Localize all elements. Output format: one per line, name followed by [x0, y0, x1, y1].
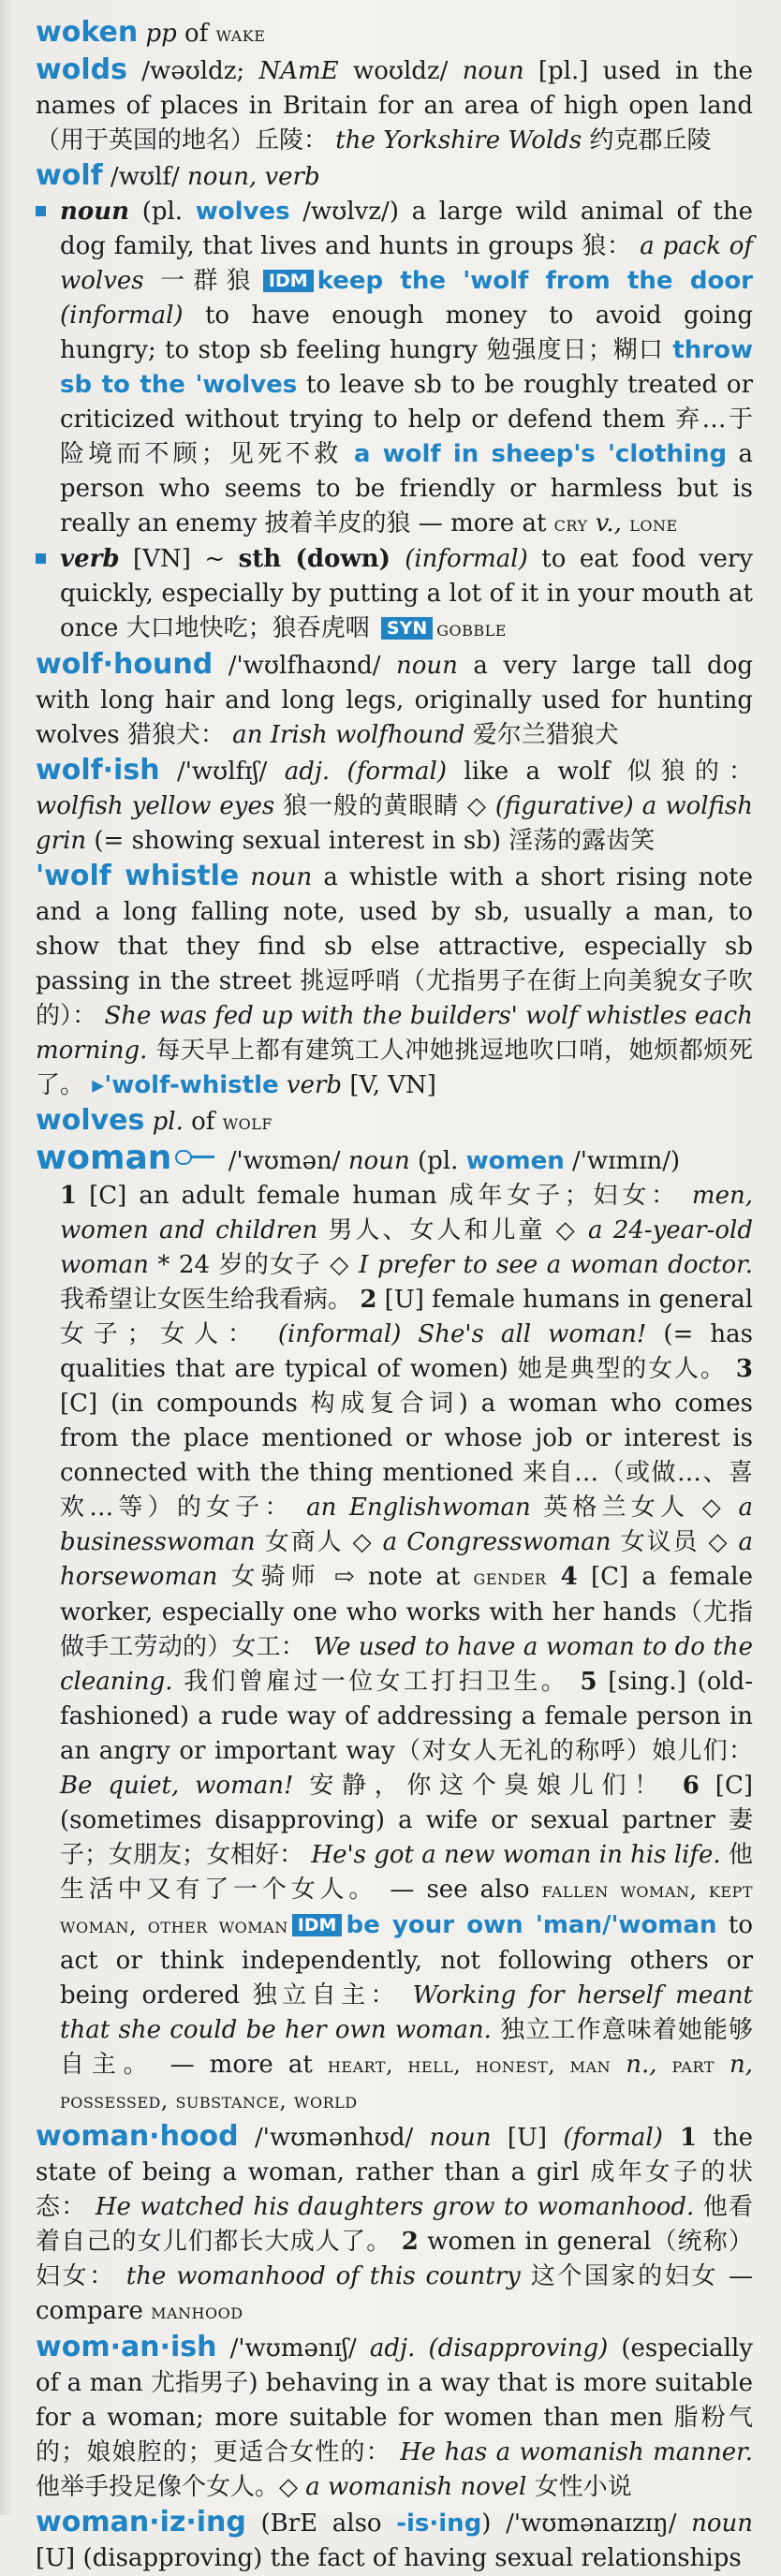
pronunciation: /'wʊmən/	[220, 1147, 348, 1175]
sense-wolf-verb	[36, 542, 753, 647]
headword-wolfhound: wolf·hound	[36, 648, 214, 681]
definition: (= has qualities that are typical of women) 她是典型的女人。	[60, 1320, 754, 1383]
plural-prefix: (pl.	[409, 1147, 466, 1175]
example: a Congresswoman	[382, 1528, 621, 1556]
pos-label: noun	[396, 652, 458, 680]
example: We used to have a woman to do the cleaning.	[60, 1633, 753, 1696]
pronunciation: /wʊlvz/)	[289, 198, 412, 226]
entry-wolf	[36, 158, 753, 195]
pos-label: pp	[145, 20, 177, 48]
cross-reference: wake	[215, 22, 266, 47]
pronunciation: /'wʊlfhaʊnd/	[213, 652, 397, 680]
variant-prefix: (BrE also	[245, 2510, 397, 2538]
headword-wolds: wolds	[36, 53, 127, 86]
headword-wolfish: wolf·ish	[36, 754, 160, 787]
pos-label: verb	[278, 1071, 350, 1099]
pos-label: noun	[462, 57, 524, 85]
idiom: a wolf in sheep's 'clothing	[353, 440, 728, 468]
example-translation: 一群狼	[160, 267, 259, 295]
note-reference: ⇨ note at	[333, 1563, 474, 1591]
example-translation: 我希望让女医生给我看病。	[60, 1286, 353, 1314]
oxford-3000-key-icon	[175, 1150, 216, 1163]
definition: to eat food very quickly, especially by putting a lot of it in your mouth at once 大口地快吃；狼吞虎咽	[60, 545, 753, 642]
pronunciation: woʊldz/	[338, 57, 463, 85]
entry-wolfhound	[36, 647, 753, 753]
headword-womanhood: woman·hood	[36, 2120, 239, 2153]
example: men, women and children	[60, 1182, 753, 1244]
example-translation: 女骑师	[230, 1563, 334, 1591]
example-translation: 爱尔兰猎狼犬	[472, 721, 619, 749]
register-label: (formal)	[330, 758, 464, 786]
definition: like a wolf 似狼的：	[464, 758, 754, 786]
example: a womanish novel	[305, 2473, 535, 2501]
example-translation: 他举手投足像个女人。◇	[36, 2473, 306, 2501]
example: a 24-year-old woman	[60, 1216, 753, 1279]
register-label: (disapproving)	[415, 2334, 622, 2363]
entry-text: of	[183, 1108, 223, 1136]
pos-label: n.,	[611, 2051, 672, 2079]
example-translation: 约克郡丘陵	[589, 126, 712, 155]
entry-womanhood	[36, 2119, 753, 2330]
cross-reference: manhood	[151, 2300, 243, 2324]
definition: [sing.] (old-fashioned) a rude way of addressing a female person in an angry or important way（对女人无礼的称呼）娘儿们：	[60, 1668, 753, 1765]
region-label: NAmE	[258, 57, 339, 85]
derivative: 'wolf-whistle	[104, 1071, 279, 1099]
plural-form: women	[465, 1147, 565, 1175]
example-translation: 每天早上都有建筑工人冲她挑逗地吹口哨，她烦都烦死了。	[36, 1037, 753, 1099]
example: He has a womanish manner.	[390, 2438, 753, 2466]
grammar-code: [U]	[36, 2544, 76, 2572]
pos-label: noun, verb	[187, 163, 320, 191]
more-at: — more at	[155, 2051, 328, 2079]
entry-woman	[36, 1141, 753, 1179]
definition: the state of being a woman, rather than a girl 成年女子的状态：	[36, 2124, 753, 2221]
sense-number: 1	[662, 2124, 698, 2152]
definition: a whistle with a short rising note and a long falling note, used by sb, usually a man, to show that they find sb else attractive, especially sb passing in the street 挑逗呼哨（尤指男子在街上向美貌女子吹的）：	[36, 863, 753, 1030]
register-label: (formal)	[563, 2124, 663, 2152]
cross-reference: possessed, substance, world	[60, 2089, 358, 2113]
variant-suffix: )	[481, 2510, 507, 2538]
definition: to leave sb to be roughly treated or criticized without trying to help or defend them 弃…于险境而不顾；见死不救	[60, 371, 754, 468]
plural-form: wolves	[195, 198, 290, 226]
pos-label: v.,	[587, 509, 630, 537]
cross-reference: part	[671, 2053, 715, 2078]
pos-label: pl.	[144, 1108, 184, 1136]
example: He's got a new woman in his life.	[303, 1841, 729, 1869]
verb-particle: (down)	[281, 545, 405, 573]
example-translation: 女商人 ◇	[264, 1528, 383, 1556]
example: wolfish yellow eyes	[36, 792, 284, 820]
idiom-tag: IDM	[292, 1914, 343, 1936]
example-translation: 女议员 ◇	[620, 1528, 739, 1556]
sense-number: 3	[735, 1355, 754, 1383]
example: She was fed up with the builders' wolf whistles each morning.	[36, 1002, 753, 1065]
definition: [C] an adult female human 成年女子；妇女：	[77, 1182, 680, 1210]
definition: to act or think independently, not following others or being ordered 独立自主：	[60, 1911, 753, 2009]
idiom: throw sb to the 'wolves	[60, 336, 754, 399]
senses-woman	[36, 1179, 753, 2119]
definition: (= showing sexual interest in sb) 淫荡的露齿笑	[86, 827, 656, 855]
sense-number: 2	[360, 1286, 377, 1314]
definition: [U] female humans in general 女子；女人：	[60, 1286, 754, 1348]
definition: [C] (sometimes disapproving) a wife or sexual partner 妻子；女朋友；女相好：	[60, 1772, 753, 1869]
example-translation: 女性小说	[534, 2473, 632, 2501]
entry-wolf-whistle	[36, 859, 753, 1103]
example: the womanhood of this country	[115, 2262, 531, 2290]
example: an Englishwoman	[293, 1494, 544, 1522]
verb-pattern: [VN] ~	[119, 545, 239, 573]
figurative-example: (figurative) a wolfish grin	[36, 792, 753, 855]
example: Be quiet, woman!	[60, 1772, 310, 1800]
cross-reference: fallen woman, kept woman, other woman	[60, 1878, 753, 1938]
register-label: (informal)	[405, 545, 528, 573]
example: a pack of wolves	[60, 232, 753, 295]
example: Working for herself meant that she could be her own woman.	[60, 1981, 753, 2044]
pos-label: verb	[60, 545, 120, 573]
pos-label: adj.	[369, 2334, 416, 2363]
headword-woman: woman	[36, 1139, 172, 1177]
grammar-code: [U]	[491, 2124, 564, 2152]
example-translation: 安静，你这个臭娘儿们！	[309, 1772, 667, 1800]
idiom: be your own 'man/'woman	[346, 1911, 717, 1939]
page-spine-shadow	[0, 0, 15, 2515]
definition: [pl.] used in the names of places in Britain for an area of high open land（用于英国的地名）丘陵：	[36, 57, 753, 155]
example: I prefer to see a woman doctor.	[359, 1251, 753, 1279]
definition: [C] (in compounds 构成复合词) a woman who comes from the place mentioned or whose job or interest is connected with the thing mentioned 来自…（或做…、喜欢…等）的女子：	[60, 1390, 753, 1522]
definition: to have enough money to avoid going hungry; to stop sb feeling hungry 勉强度日；糊口	[60, 302, 753, 364]
compare-label: — compare	[36, 2262, 753, 2325]
entry-wolfish	[36, 753, 753, 859]
sense-number: 2	[391, 2228, 419, 2256]
spelling-variant: -is·ing	[396, 2510, 482, 2538]
definition: a person who seems to be friendly or harmless but is really an enemy 披着羊皮的狼 — more at	[60, 440, 754, 537]
pronunciation: /'wʊmənaɪzɪŋ/	[506, 2510, 692, 2538]
definition: women in general（统称）妇女：	[36, 2228, 753, 2290]
example: an Irish wolfhound	[224, 721, 473, 749]
example-translation: 我们曾雇过一位女工打扫卫生。	[184, 1668, 569, 1696]
sense-wolf-noun	[36, 195, 753, 542]
pos-label: noun	[239, 863, 313, 891]
pronunciation: /'wʊlfɪʃ/	[159, 758, 285, 786]
sense-number: 4	[546, 1563, 578, 1591]
sense-number: 6	[682, 1772, 700, 1800]
see-also: — see also	[377, 1876, 542, 1904]
cross-reference: lone	[629, 512, 678, 537]
plural-prefix: (pl.	[129, 198, 196, 226]
example-translation: 这个国家的妇女	[530, 2262, 719, 2290]
pronunciation: /'wɪmɪn/)	[564, 1147, 681, 1175]
synonym-tag: SYN	[381, 617, 433, 640]
example: He watched his daughters grow to womanhood.	[86, 2193, 703, 2221]
pos-label: noun	[347, 1147, 410, 1175]
verb-object: sth	[238, 545, 282, 573]
headword-wolf: wolf	[36, 159, 103, 192]
example-translation: 英格兰女人 ◇	[543, 1494, 739, 1522]
cross-reference: gender	[473, 1566, 547, 1590]
headword-wolf-whistle: 'wolf whistle	[36, 860, 240, 892]
entry-womanish	[36, 2330, 753, 2505]
idiom-tag: IDM	[263, 270, 314, 292]
cross-reference: cry	[553, 512, 588, 537]
definition: a large wild animal of the dog family, that lives and hunts in groups 狼：	[60, 198, 753, 260]
pos-label: noun	[429, 2124, 492, 2152]
pos-label: noun	[60, 198, 130, 226]
definition: a very large tall dog with long hair and long legs, originally used for hunting wolves 猎狼犬：	[36, 652, 754, 749]
idiom: keep the 'wolf from the door	[317, 267, 754, 295]
pos-label: adj.	[284, 758, 331, 786]
headword-womanizing: woman·iz·ing	[36, 2506, 246, 2539]
entry-wolds	[36, 52, 753, 158]
example-translation: 他看着自己的女儿们都长大成人了。	[36, 2193, 753, 2256]
entry-woken	[36, 15, 753, 52]
example: the Yorkshire Wolds	[328, 126, 590, 155]
derivative-arrow-icon: ▸	[92, 1071, 105, 1099]
entry-text: of	[184, 20, 209, 48]
pronunciation: /'wʊmənɪʃ/	[216, 2334, 370, 2363]
headword-woken: woken	[36, 16, 139, 49]
headword-wolves: wolves	[36, 1104, 145, 1137]
cross-reference: wolf	[222, 1111, 273, 1135]
headword-womanish: wom·an·ish	[36, 2331, 217, 2363]
pronunciation: /wʊlf/	[102, 163, 188, 191]
definition: (disapproving) the fact of having sexual relationships	[75, 2544, 742, 2572]
sense-number: 5	[568, 1668, 597, 1696]
example-translation: 狼一般的黄眼睛 ◇	[283, 792, 495, 820]
pronunciation: /wəʊldz;	[126, 57, 259, 85]
synonym: gobble	[436, 617, 507, 641]
entry-womanizing	[36, 2505, 753, 2576]
square-bullet-icon	[36, 553, 46, 564]
example-translation: 男人、女人和儿童 ◇	[328, 1216, 588, 1244]
entry-wolves	[36, 1103, 753, 1141]
pronunciation: /'wʊmənhʊd/	[238, 2124, 430, 2152]
pos-label: n,	[714, 2051, 753, 2079]
example-translation: 他生活中又有了一个女人。	[60, 1841, 753, 1904]
cross-reference: heart, hell, honest, man	[327, 2053, 612, 2078]
example: (informal) She's all woman!	[260, 1320, 647, 1348]
definition: [C] a female worker, especially one who works with her hands（尤指做手工劳动的）女工：	[60, 1563, 753, 1661]
example-translation: * 24 岁的女子 ◇	[148, 1251, 360, 1279]
example: a businesswoman	[60, 1494, 753, 1556]
pos-label: noun	[691, 2510, 754, 2538]
example-translation: 独立工作意味着她能够自主。	[60, 2016, 753, 2079]
example: a horsewoman	[60, 1528, 754, 1591]
verb-pattern: [V, VN]	[349, 1071, 436, 1099]
sense-number: 1	[60, 1182, 78, 1210]
register-label: (informal)	[60, 302, 205, 330]
definition: (especially of a man 尤指男子) behaving in a way that is more suitable for a woman; more suitable for women than men 脂粉气的；娘娘腔的；更适合女性的：	[36, 2334, 753, 2466]
square-bullet-icon	[36, 206, 46, 216]
